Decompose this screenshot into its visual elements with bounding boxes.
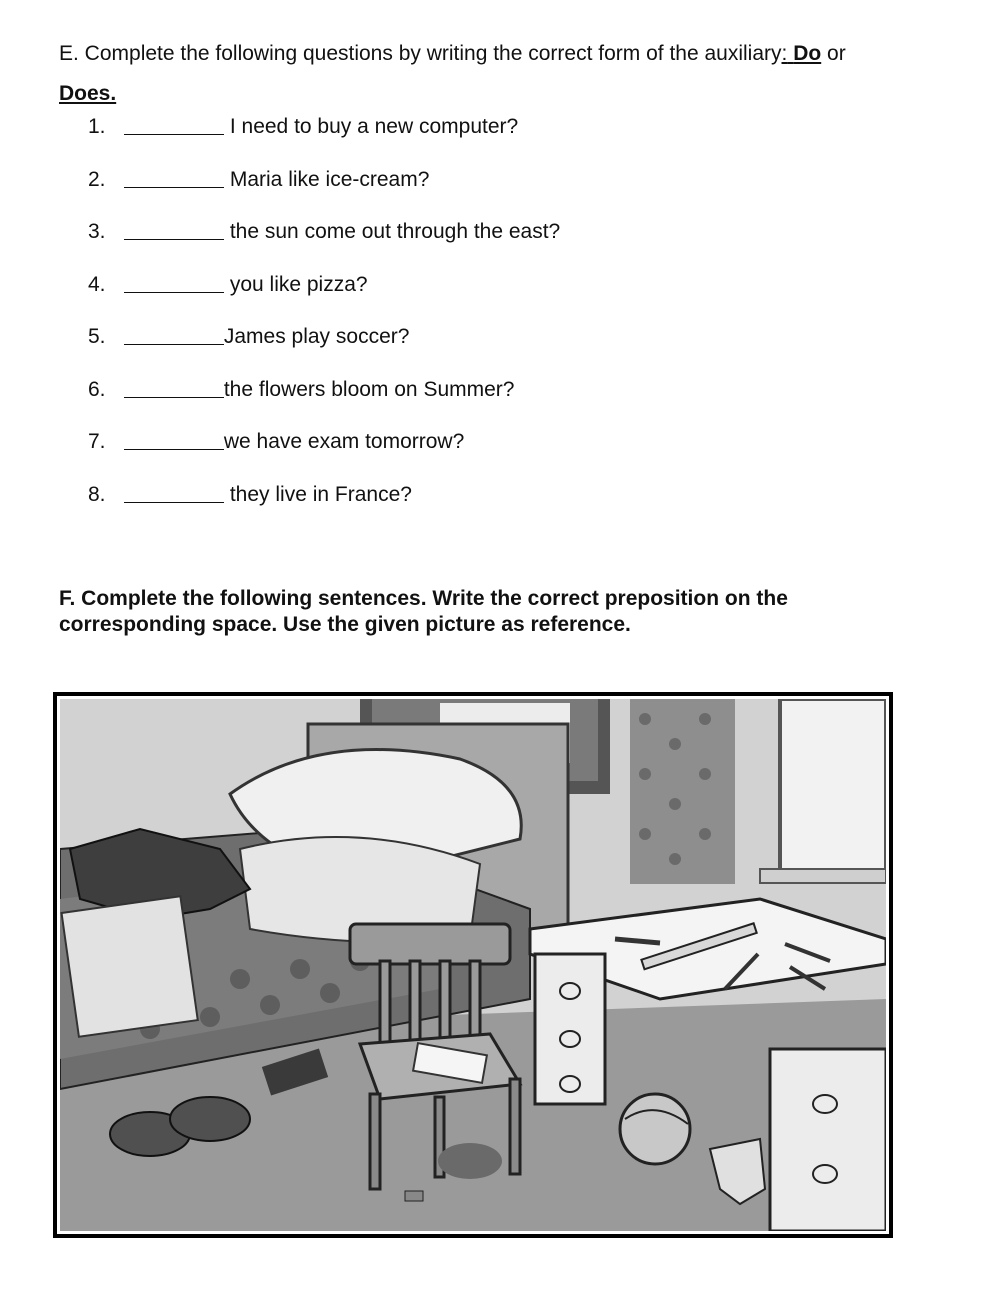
question-number: 4. xyxy=(88,273,106,296)
bedroom-illustration xyxy=(60,699,886,1231)
question-number: 2. xyxy=(88,168,106,191)
question-text: Maria like ice-cream? xyxy=(229,168,430,191)
question-item xyxy=(88,112,518,142)
curtain xyxy=(630,699,735,884)
question-item xyxy=(88,322,409,352)
question-text: James play soccer? xyxy=(223,325,410,348)
section-e-title-text: E. Complete the following questions by writing the correct form of the auxiliary xyxy=(59,42,782,65)
bedroom-picture xyxy=(53,692,893,1238)
question-item xyxy=(88,480,412,510)
answer-blank[interactable] xyxy=(124,114,224,135)
question-number: 5. xyxy=(88,325,106,348)
desk-drawers-right xyxy=(770,1049,886,1231)
question-text: the flowers bloom on Summer? xyxy=(223,378,515,401)
answer-blank[interactable] xyxy=(124,167,224,188)
question-number: 7. xyxy=(88,430,106,453)
answer-blank[interactable] xyxy=(124,377,224,398)
question-item xyxy=(88,217,560,247)
question-text: I need to buy a new computer? xyxy=(229,115,519,138)
sharpener xyxy=(405,1191,423,1201)
question-item xyxy=(88,165,429,195)
answer-blank[interactable] xyxy=(124,429,224,450)
auxiliary-does: Does. xyxy=(59,82,117,105)
section-f-instructions: F. Complete the following sentences. Write the correct preposition on the corresponding space. Use the given picture as reference. xyxy=(59,587,788,636)
section-e-title-colon: : xyxy=(781,42,788,65)
window xyxy=(780,699,886,874)
shorts xyxy=(62,896,198,1036)
auxiliary-do: Do xyxy=(793,42,822,65)
answer-blank[interactable] xyxy=(124,272,224,293)
question-text: you like pizza? xyxy=(229,273,368,296)
cap xyxy=(438,1143,502,1179)
question-item xyxy=(88,270,368,300)
question-text: we have exam tomorrow? xyxy=(223,430,465,453)
answer-blank[interactable] xyxy=(124,482,224,503)
section-e-instructions xyxy=(59,34,959,114)
question-number: 6. xyxy=(88,378,106,401)
question-number: 3. xyxy=(88,220,106,243)
question-number: 8. xyxy=(88,483,106,506)
answer-blank[interactable] xyxy=(124,324,224,345)
question-text: the sun come out through the east? xyxy=(229,220,561,243)
desk-drawers-left xyxy=(535,954,605,1104)
chair-back xyxy=(350,924,510,964)
question-text: they live in France? xyxy=(229,483,412,506)
answer-blank[interactable] xyxy=(124,219,224,240)
question-number: 1. xyxy=(88,115,106,138)
ball xyxy=(620,1094,690,1164)
question-item xyxy=(88,375,514,405)
shoe-right xyxy=(170,1097,250,1141)
section-e-title-or: or xyxy=(827,42,846,65)
question-item xyxy=(88,427,464,457)
